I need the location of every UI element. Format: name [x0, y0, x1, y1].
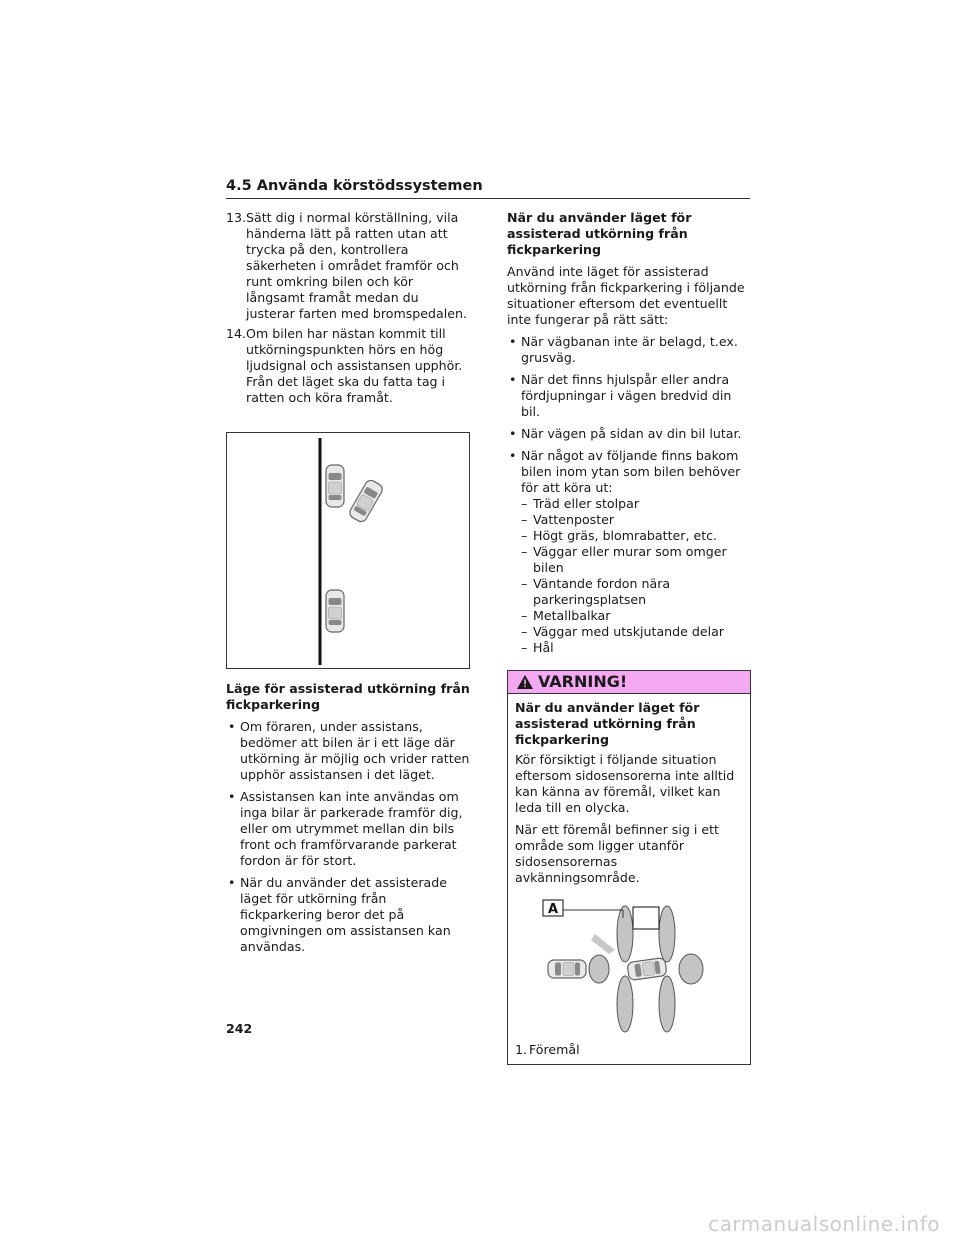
left-column: [226, 210, 470, 961]
obstacle-item: – Högt gräs, blomrabatter, etc.: [521, 528, 751, 544]
left-bullet-list: [226, 719, 470, 955]
sensor-range-illustration: [515, 892, 745, 1042]
sensor-range-figure: [515, 892, 743, 1042]
step-number: 14.: [226, 326, 247, 341]
parking-exit-figure: [226, 432, 470, 669]
step-13: [226, 210, 470, 322]
list-item: • När du använder det assisterade läget för utkörning från fickparkering beror det på omgivningen om assistansen kan användas.: [226, 875, 470, 955]
caption-text: Föremål: [529, 1042, 580, 1057]
list-item: • Om föraren, under assistans, bedömer att bilen är i ett läge där utkörning är möjlig och vrider ratten upphör assistansen i det läget.: [226, 719, 470, 783]
right-intro: Använd inte läget för assisterad utkörning från fickparkering i följande situationer eftersom det eventuellt inte fungerar på rätt sätt:: [507, 264, 745, 327]
list-item: [507, 448, 751, 656]
page-number: 242: [226, 1021, 253, 1036]
obstacle-list: [521, 496, 751, 656]
obstacle-item: – Väggar eller murar som omger bilen: [521, 544, 751, 576]
obstacle-item: – Hål: [521, 640, 751, 656]
figure-caption: [515, 1042, 743, 1058]
warning-paragraph: När ett föremål befinner sig i ett område som ligger utanför sidosensorernas avkänningsområde.: [515, 822, 719, 885]
right-subhead: När du använder läget för assisterad utkörning från fickparkering: [507, 210, 692, 257]
figure-label-a: A: [547, 902, 559, 917]
list-item: • Assistansen kan inte användas om inga bilar är parkerade framför dig, eller om utrymmet mellan din bils front och framförvarande parkerat fordon är för stort.: [226, 789, 470, 869]
right-bullet-list: [507, 334, 751, 656]
section-title: 4.5 Använda körstödssystemen: [226, 178, 750, 199]
step-text: Om bilen har nästan kommit till utkörningspunkten hörs en hög ljudsignal och assistansen upphör. Från det läget ska du fatta tag i ratten och köra framåt.: [246, 326, 463, 405]
right-column: [507, 210, 751, 1065]
warning-header: [508, 671, 750, 694]
obstacle-item: – Väntande fordon nära parkeringsplatsen: [521, 576, 751, 608]
obstacle-item: – Väggar med utskjutande delar: [521, 624, 751, 640]
obstacle-item: – Vattenposter: [521, 512, 751, 528]
warning-body: [508, 694, 750, 1064]
warning-box: [507, 670, 751, 1065]
list-item: • När vägen på sidan av din bil lutar.: [507, 426, 751, 442]
obstacle-item: – Träd eller stolpar: [521, 496, 751, 512]
warning-subhead: När du använder läget för assisterad utkörning från fickparkering: [515, 700, 700, 747]
caption-number: 1.: [515, 1042, 528, 1057]
list-item: • När det finns hjulspår eller andra fördjupningar i vägen bredvid din bil.: [507, 372, 751, 420]
step-14: [226, 326, 470, 406]
step-text: Sätt dig i normal körställning, vila händerna lätt på ratten utan att trycka på den, kontrollera säkerheten i området framför och runt omkring bilen och kör långsamt framåt medan du justerar farten med bromspedalen.: [246, 210, 467, 321]
warning-icon: [516, 674, 534, 690]
warning-paragraph: Kör försiktigt i följande situation eftersom sidosensorerna inte alltid kan känna av föremål, vilket kan leda till en olycka.: [515, 752, 735, 815]
step-number: 13.: [226, 210, 247, 225]
list-item-text: När något av följande finns bakom bilen inom ytan som bilen behöver för att köra ut:: [521, 448, 741, 495]
warning-title: VARNING!: [538, 672, 628, 691]
left-subhead: Läge för assisterad utkörning från fickparkering: [226, 681, 470, 712]
parking-exit-illustration: [227, 433, 469, 668]
obstacle-item: – Metallbalkar: [521, 608, 751, 624]
list-item: • När vägbanan inte är belagd, t.ex. grusväg.: [507, 334, 751, 366]
watermark: carmanualsonline.info: [708, 1212, 940, 1236]
